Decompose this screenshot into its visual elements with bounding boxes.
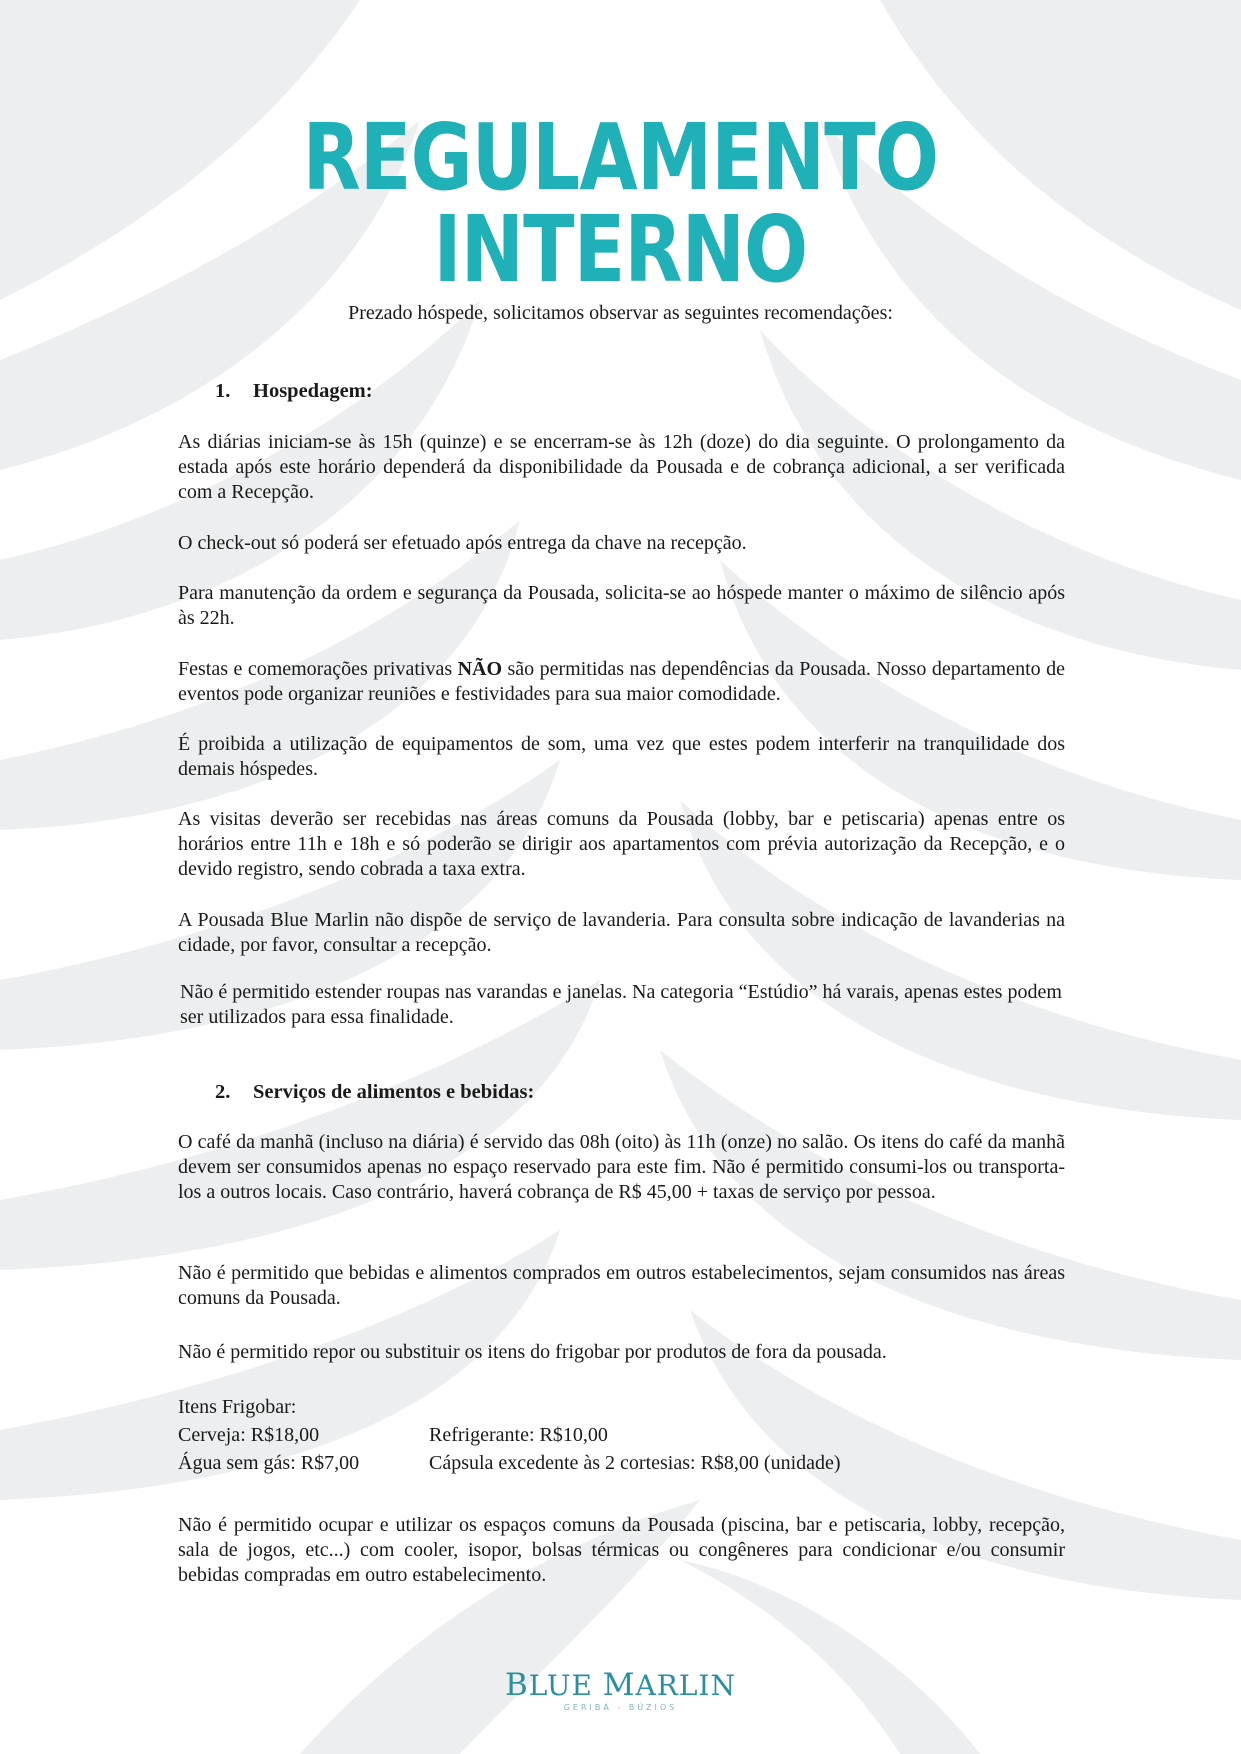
frigobar-price-list — [178, 1393, 841, 1477]
paragraph: Não é permitido repor ou substituir os itens do frigobar por produtos de fora da pousada. — [178, 1341, 887, 1363]
paragraph: As diárias iniciam-se às 15h (quinze) e se encerram-se às 12h (doze) do dia seguinte. O prolongamento da estada após este horário dependerá da disponibilidade da Pousada e de cobrança adicional, a ser verificada com a Recepção. — [178, 431, 1065, 503]
price-row — [178, 1421, 841, 1449]
emphasis-text: NÃO — [457, 658, 503, 680]
section-number: 2. — [215, 1081, 231, 1103]
paragraph: O check-out só poderá ser efetuado após entrega da chave na recepção. — [178, 532, 747, 554]
section-title: Serviços de alimentos e bebidas: — [253, 1081, 535, 1103]
paragraph: O café da manhã (incluso na diária) é servido das 08h (oito) às 11h (onze) no salão. Os itens do café da manhã devem ser consumidos apenas no espaço reservado para este fim. Não é permitido consumi-los ou transporta-los a outros locais. Caso contrário, haverá cobrança de R$ 45,00 + taxas de serviço por pessoa. — [178, 1131, 1065, 1203]
paragraph: É proibida a utilização de equipamentos de som, uma vez que estes podem interferir na tranquilidade dos demais hóspedes. — [178, 733, 1065, 780]
price-item: Água sem gás: R$7,00 — [178, 1452, 360, 1474]
paragraph: Para manutenção da ordem e segurança da Pousada, solicita-se ao hóspede manter o máximo de silêncio após às 22h. — [178, 582, 1065, 629]
intro-text: Prezado hóspede, solicitamos observar as seguintes recomendações: — [348, 302, 893, 324]
price-item: Refrigerante: R$10,00 — [429, 1424, 608, 1446]
paragraph: Não é permitido ocupar e utilizar os espaços comuns da Pousada (piscina, bar e petiscaria, lobby, recepção, sala de jogos, etc...) com cooler, isopor, bolsas térmicas ou congêneres para condicionar e/ou consumir bebidas compradas em outro estabelecimento. — [178, 1514, 1065, 1586]
section-title: Hospedagem: — [253, 380, 373, 402]
paragraph: Não é permitido que bebidas e alimentos comprados em outros estabelecimentos, sejam consumidos nas áreas comuns da Pousada. — [178, 1262, 1065, 1309]
section-heading-alimentos — [215, 1081, 534, 1104]
frigobar-label: Itens Frigobar: — [178, 1396, 297, 1418]
page-title: REGULAMENTO INTERNO — [302, 104, 939, 303]
paragraph-text: Festas e comemorações privativas — [178, 658, 458, 680]
price-item: Cápsula excedente às 2 cortesias: R$8,00 (unidade) — [429, 1452, 841, 1474]
paragraph: Não é permitido estender roupas nas varandas e janelas. Na categoria “Estúdio” há varais, apenas estes podem ser utilizados para essa finalidade. — [180, 981, 1062, 1028]
brand-logo: BLUE MARLIN — [505, 1667, 736, 1703]
paragraph: A Pousada Blue Marlin não dispõe de serviço de lavanderia. Para consulta sobre indicação de lavanderias na cidade, por favor, consultar a recepção. — [178, 909, 1065, 956]
section-heading-hospedagem — [215, 380, 373, 403]
price-item: Cerveja: R$18,00 — [178, 1424, 320, 1446]
price-row — [178, 1449, 841, 1477]
paragraph-text: são permitidas nas dependências da Pousada. Nosso departamento de eventos pode organizar reuniões e festividades para sua maior comodidade. — [178, 658, 1066, 705]
section-number: 1. — [215, 380, 231, 402]
brand-location: GERIBÁ - BÚZIOS — [563, 1703, 678, 1712]
paragraph — [178, 657, 1065, 707]
paragraph: As visitas deverão ser recebidas nas áreas comuns da Pousada (lobby, bar e petiscaria) apenas entre os horários entre 11h e 18h e só poderão se dirigir aos apartamentos com prévia autorização da Recepção, e o devido registro, sendo cobrada a taxa extra. — [178, 808, 1065, 880]
